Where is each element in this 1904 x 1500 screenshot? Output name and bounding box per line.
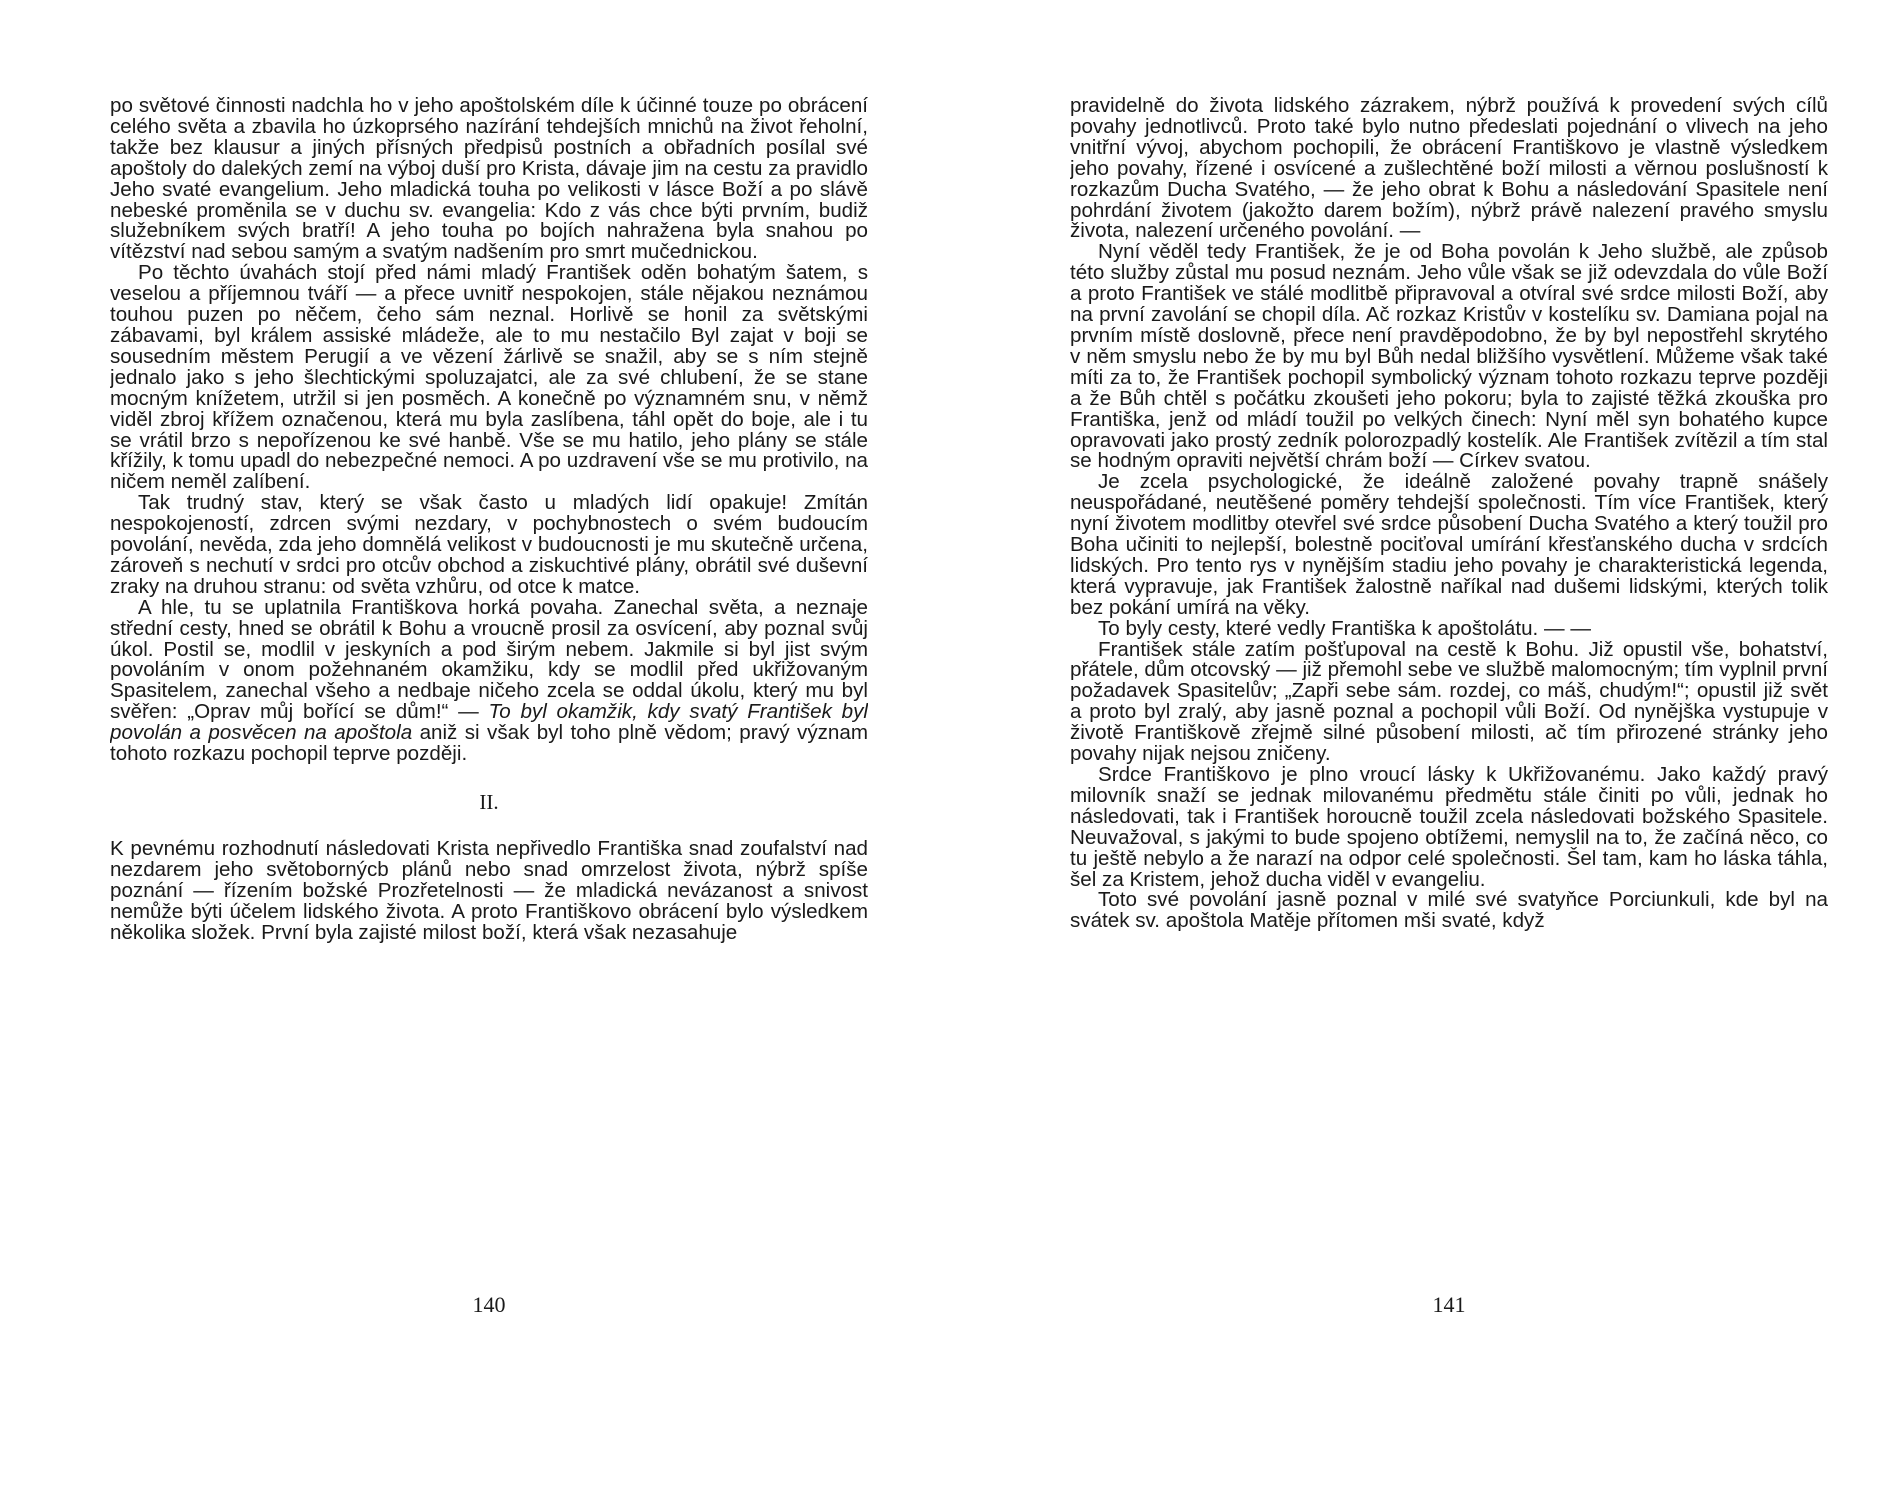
paragraph-text: A hle, tu se uplatnila Františkova horká povaha. Zanechal světa, a neznaje střední cesty, hned se obrátil k Bohu a vroucně prosil za osvícení, aby poznal svůj úkol. Postil se, modlil v jeskyních a pod širým nebem. Jakmile si byl jist svým povoláním v onom požehnaném okamžiku, kdy se modlil před ukřižovaným Spasitelem, zanechal všeho a nedbaje ničeho zcela se oddal úkolu, který mu byl svěřen: „Oprav můj bořící se dům!“ —	[110, 595, 868, 724]
page-number: 141	[1432, 1292, 1466, 1317]
page-number: 140	[472, 1292, 506, 1317]
paragraph: K pevnému rozhodnutí následovati Krista nepřivedlo Františka snad zoufalství nad nezdarem jeho světobornýcb plánů nebo snad omrzelost života, nýbrž spíše poznání — řízením božské Prozřetelnosti — že mladická nevázanost a snivost nemůže býti účelem lidského života. A proto Františkovo obrácení bylo výsledkem několika složek. První byla zajisté milost boží, která však nezasahuje	[110, 837, 868, 944]
section-heading: II.	[479, 790, 499, 814]
paragraph: Toto své povolání jasně poznal v milé své svatyňce Porciunkuli, kde byl na svátek sv. apoštola Matěje přítomen mši svaté, když	[1070, 888, 1828, 933]
left-page	[110, 96, 868, 1317]
paragraph: pravidelně do života lidského zázrakem, nýbrž používá k provedení svých cílů povahy jednotlivců. Proto také bylo nutno předeslati pojednání o vlivech na jeho vnitřní vývoj, abychom pochopili, že obrácení Františkovo je vlastně výsledkem jeho povahy, řízené i osvícené a zušlechtěné boží milosti a věrnou poslušností k rozkazům Ducha Svatého, — že jeho obrat k Bohu a následování Spasitele není pohrdání životem (jakožto darem božím), nýbrž právě nalezení pravého smyslu života, nalezení určeného povolání. —	[1070, 96, 1828, 243]
paragraph: To byly cesty, které vedly Františka k apoštolátu. — —	[1098, 616, 1591, 640]
paragraph-text: aniž si však byl toho plně vědom; pravý význam tohoto rozkazu pochopil teprve později.	[110, 721, 868, 766]
paragraph: Tak trudný stav, který se však často u mladých lidí opakuje! Zmítán nespokojeností, zdrcen svými nezdary, v pochybnostech o svém budoucím povolání, nevěda, zda jeho domnělá velikost v budoucnosti je mu skutečně určena, zároveň s nechutí v srdci pro otcův obchod a ziskuchtivé plány, obrátil své duševní zraky na druhou stranu: od světa vzhůru, od otce k matce.	[110, 491, 868, 598]
paragraph: František stále zatím pošťupoval na cestě k Bohu. Již opustil vše, bohatství, přátele, dům otcovský — již přemohl sebe ve službě malomocným; tím vyplnil první požadavek Spasitelův; „Zapři sebe sám. rozdej, co máš, chudým!“; opustil již svět a proto byl zralý, aby jasně poznal a pochopil vůli Boží. Od nynějška vystupuje v životě Františkově zřejmě silné působení milosti, ač tím přirozené stránky jeho povahy nijak nejsou zničeny.	[1070, 637, 1828, 766]
paragraph: Po těchto úvahách stojí před námi mladý František oděn bohatým šatem, s veselou a příjemnou tváří — a přece uvnitř nespokojen, stále nějakou neznámou touhou puzen po něčem, čeho sám neznal. Horlivě se honil za světskými zábavami, byl králem assiské mládeže, ale to mu nestačilo Byl zajat v boji se sousedním městem Perugií a ve vězení žárlivě se snažil, aby se s ním stejně jednalo jako s jeho šlechtickými spoluzajatci, ale za své chlubení, že se stane mocným knížetem, utržil si jen posměch. A konečně po významném snu, v němž viděl zbroj křížem označenou, která mu byla zaslíbena, táhl opět do boje, ale i tu se vrátil brzo s nepořízenou ke své hanbě. Vše se mu hatilo, jeho plány se stále křížily, k tomu upadl do nebezpečné nemoci. A po uzdravení vše se mu protivilo, na ničem neměl zalíbení.	[110, 261, 868, 494]
paragraph-with-emphasis	[110, 595, 868, 766]
left-page-text	[110, 96, 868, 1276]
paragraph: Je zcela psychologické, že ideálně založené povahy trapně snášely neuspořádané, neutěšené poměry tehdejší společnosti. Tím více František, který nyní životem modlitby otevřel své srdce působení Ducha Svatého a který toužil pro Boha učiniti to nejlepší, bolestně pociťoval umírání křesťanského ducha v srdcích lidských. Pro tento rys v nynějším stadiu jeho povahy je charakteristická legenda, která vypravuje, jak František žalostně naříkal nad dušemi lidskými, kterých tolik bez pokání umírá na věky.	[1070, 470, 1828, 619]
right-page-text	[1070, 96, 1828, 1276]
right-page	[1070, 96, 1828, 1317]
paragraph: Nyní věděl tedy František, že je od Boha povolán k Jeho službě, ale způsob této služby zůstal mu posud neznám. Jeho vůle však se již odevzdala do vůle Boží a proto František ve stálé modlitbě připravoval a otvíral své srdce milosti Boží, aby na první zavolání se chopil díla. Ač rozkaz Kristův v kostelíku sv. Damiana pojal na prvním místě doslovně, přece není pravděpodobno, že by byl nepostřehl skrytého v něm smyslu nebo že by mu byl Bůh nedal bližšího vysvětlení. Můžeme však také míti za to, že František pochopil symbolický význam tohoto rozkazu teprve později a že Bůh chtěl s počátku zkoušeti jeho pokoru; byla to zajisté těžká zkouška pro Františka, jenž od mládí toužil po velkých činech: Nyní měl syn bohatého kupce opravovati jako prostý zedník polorozpadlý kostelík. Ale František zvítězil a tím stal se hodným opraviti největší chrám boží — Církev svatou.	[1070, 240, 1828, 473]
paragraph: Srdce Františkovo je plno vroucí lásky k Ukřižovanému. Jako každý pravý milovník snaží se jednak milovanému předmětu stále činiti po vůli, jednak ho následovati, tak i František horoucně toužil zcela následovati božského Spasitele. Neuvažoval, s jakými to bude spojeno obtížemi, nemyslil na to, že začíná něco, co tu ještě nebylo a že narazí na odpor celé společnosti. Šel tam, kam ho láska táhla, šel za Kristem, jehož ducha viděl v evangeliu.	[1070, 763, 1828, 891]
emphasized-text: To byl okamžik, kdy svatý František byl povolán a posvěcen na apoštola	[110, 700, 868, 745]
paragraph: po světové činnosti nadchla ho v jeho apoštolském díle k účinné touze po obrácení celého světa a zbavila ho úzkoprsého nazírání tehdejších mnichů na život řeholní, takže bez klausur a jiných přísných předpisů postních a obřadních posílal své apoštoly do dalekých zemí na výboj duší pro Krista, dávaje jim na cestu za pravidlo Jeho svaté evangelium. Jeho mladická touha po velikosti v lásce Boží a po slávě nebeské proměnila se v duchu sv. evangelia: Kdo z vás chce býti prvním, budiž služebníkem svých bratří! A jeho touha po bojích nahražena byla snahou po vítězství nad sebou samým a svatým nadšením pro smrt mučednickou.	[110, 96, 868, 264]
